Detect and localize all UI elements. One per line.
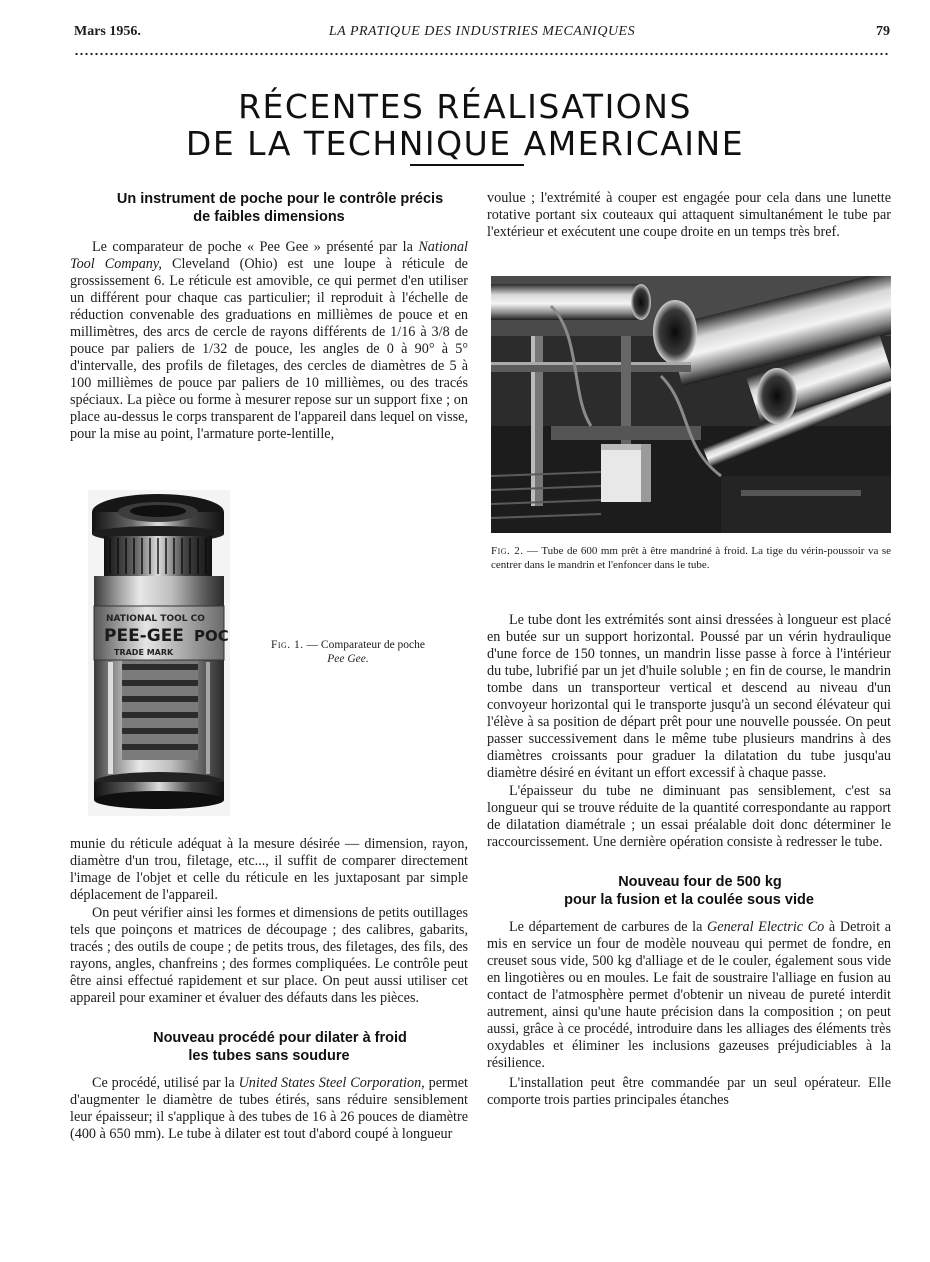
company-name: National Tool Company, (70, 239, 468, 272)
article-1-paragraph-2: On peut vérifier ainsi les formes et dimensions de petits outillages tels que poinçons et matrices de découpage ; des calibres, gabarits, tracés ; des outils de coupe ; de petits trous, des filetages, des fils, des rayons, angles, chanfreins ; des formes compliquées. Le contrôle peut être ainsi effectué rapidement et sur place. On peut aussi utiliser cet appareil pour examiner et évaluer des défauts dans les pièces. (70, 905, 468, 1006)
figure-2-label: Fig. 2. (491, 545, 524, 557)
figure-2-caption (491, 544, 891, 572)
main-title (0, 88, 930, 162)
article-1 (70, 190, 468, 443)
main-title-line-1: RÉCENTES RÉALISATIONS (238, 87, 692, 126)
article-1-heading (70, 190, 468, 226)
article-2-heading-line-1: Nouveau procédé pour dilater à froid (153, 1030, 407, 1046)
article-2-right-lower (487, 612, 891, 1109)
article-2-continued (487, 190, 891, 241)
article-3-paragraph-1 (487, 919, 891, 1072)
article-1-paragraph-1 (70, 239, 468, 443)
company-name: United States Steel Corporation, (238, 1075, 425, 1091)
article-1-heading-line-1: Un instrument de poche pour le contrôle précis (116, 191, 444, 207)
figure-1-label: Fig. 1. (270, 639, 304, 651)
gauge-band-bottom-text: TRADE MARK (114, 648, 174, 657)
article-2-paragraph-1 (70, 1075, 468, 1143)
article-3-heading (487, 873, 891, 909)
page-number: 79 (876, 24, 890, 39)
gauge-band-top-text: NATIONAL TOOL CO (106, 614, 205, 624)
journal-title: LA PRATIQUE DES INDUSTRIES MECANIQUES (328, 24, 636, 39)
article-1-paragraph-1-continued: munie du réticule adéquat à la mesure désirée — dimension, rayon, diamètre d'un trou, filetage, etc..., il suffit de comparer directement l'image de l'objet et celle du réticule en les juxtaposant par simple déplacement de l'appareil. (70, 836, 468, 903)
text-run: Ce procédé, utilisé par la (92, 1075, 239, 1091)
company-name: General Electric Co (707, 919, 825, 935)
article-3-paragraph-2: L'installation peut être commandée par un seul opérateur. Elle comporte trois parties principales étanches (487, 1075, 891, 1108)
running-head (74, 24, 890, 44)
article-1-continued (70, 836, 468, 1143)
text-run: à Detroit a mis en service un four de modèle nouveau qui permet de fondre, en creuset sous vide, 500 kg d'alliage et de le couler, également sous vide en lingotières ou en moules. Le fait de soustraire l'alliage en fusion au contact de l'atmosphère permet d'obtenir un niveau de pureté interdit autrement, ainsi qu'une haute précision dans la composition ; on peut aussi, grâce à ce procédé, introduire dans les alliages des éléments très oxydables et éliminer les inclusions gazeuses préjudiciables à la résilience. (487, 919, 892, 1071)
article-2-heading (70, 1029, 468, 1065)
pocket-gauge-icon (88, 490, 230, 816)
tube-press-photo-icon (491, 276, 891, 533)
figure-1-caption-text: — Comparateur de poche (303, 639, 426, 651)
article-1-heading-line-2: de faibles dimensions (193, 209, 345, 225)
issue-date: Mars 1956. (74, 24, 141, 39)
article-2-paragraph-3: L'épaisseur du tube ne diminuant pas sensiblement, c'est sa longueur qui se trouve réduite de la quantité correspondante au rapport de dilatation diamétrale ; un essai préalable doit donc déterminer le raccourcissement. Une dernière opération consiste à redresser le tube. (487, 783, 891, 850)
text-run: Cleveland (Ohio) est une loupe à réticule de grossissement 6. Le réticule est amovible, ce qui permet d'en utiliser un différent pour chaque cas particulier; il reproduit à l'échelle de réduction convenable des graduations en millièmes de pouce et en millimètres, des arcs de cercle de rayons différents de 1/16 à 3/8 de pouce par paliers de 1/32 de pouce, les angles de 0 à 90° à 5° d'intervalle, des profils de filetages, des cercles de diamètres de 5 à 100 millièmes de pouce par paliers de 10 millièmes, ou des tracés spéciaux. La pièce ou forme à mesurer repose sur un support fixe ; on place au-dessus le corps transparent de l'appareil dans lequel on visse, pour la mise au point, l'armature porte-lentille, (70, 256, 468, 442)
article-3-heading-line-1: Nouveau four de 500 kg (618, 874, 782, 890)
dotted-rule (74, 52, 890, 56)
figure-2-caption-text: — Tube de 600 mm prêt à être mandriné à froid. La tige du vérin-poussoir va se centrer dans le mandrin et l'enfoncer dans le tube. (491, 545, 891, 571)
title-rule (410, 164, 524, 166)
figure-1-caption-italic: Pee Gee. (327, 653, 369, 665)
text-run: Le département de carbures de la (509, 919, 708, 935)
gauge-band-side-text: POC (194, 627, 229, 645)
figure-1-gauge-image (88, 490, 230, 816)
article-2-paragraph-2: Le tube dont les extrémités sont ainsi dressées à longueur est placé en butée sur un support horizontal. Poussé par un vérin hydraulique d'une force de 150 tonnes, un mandrin lisse passe à force à l'intérieur du tube, lubrifié par un jet d'huile soluble ; en fin de course, le mandrin tombe dans un transporteur vertical et descend au niveau d'un convoyeur horizontal qui le transporte jusqu'à un second élévateur qui l'élève à sa position de départ prêt pour une nouvelle poussée. On peut passer successivement dans le même tube plusieurs mandrins à des diamètres croissants pour graduer la dilatation du tube jusqu'au diamètre désiré en évitant un effort excessif à chaque passe. (487, 612, 891, 781)
figure-2-machinery-photo (491, 276, 891, 533)
figure-1-caption (244, 638, 452, 666)
text-run: permet d'augmenter le diamètre de tubes étirés, sans réduire sensiblement leur épaisseur; il s'applique à des tubes de 16 à 26 pouces de diamètre (400 à 650 mm). Le tube à dilater est tout d'abord coupé à longueur (70, 1075, 468, 1142)
gauge-band-main-text: PEE-GEE (104, 626, 184, 646)
text-run: Le comparateur de poche « Pee Gee » présenté par la (92, 239, 419, 255)
article-3-heading-line-2: pour la fusion et la coulée sous vide (564, 892, 814, 908)
article-2-heading-line-2: les tubes sans soudure (188, 1048, 350, 1064)
article-2-paragraph-1-continued: voulue ; l'extrémité à couper est engagée pour cela dans une lunette rotative portant six couteaux qui attaquent simultanément le tube par l'extérieur et exécutent une coupe droite en un temps très bref. (487, 190, 891, 240)
main-title-line-2: DE LA TECHNIQUE AMERICAINE (185, 124, 745, 163)
